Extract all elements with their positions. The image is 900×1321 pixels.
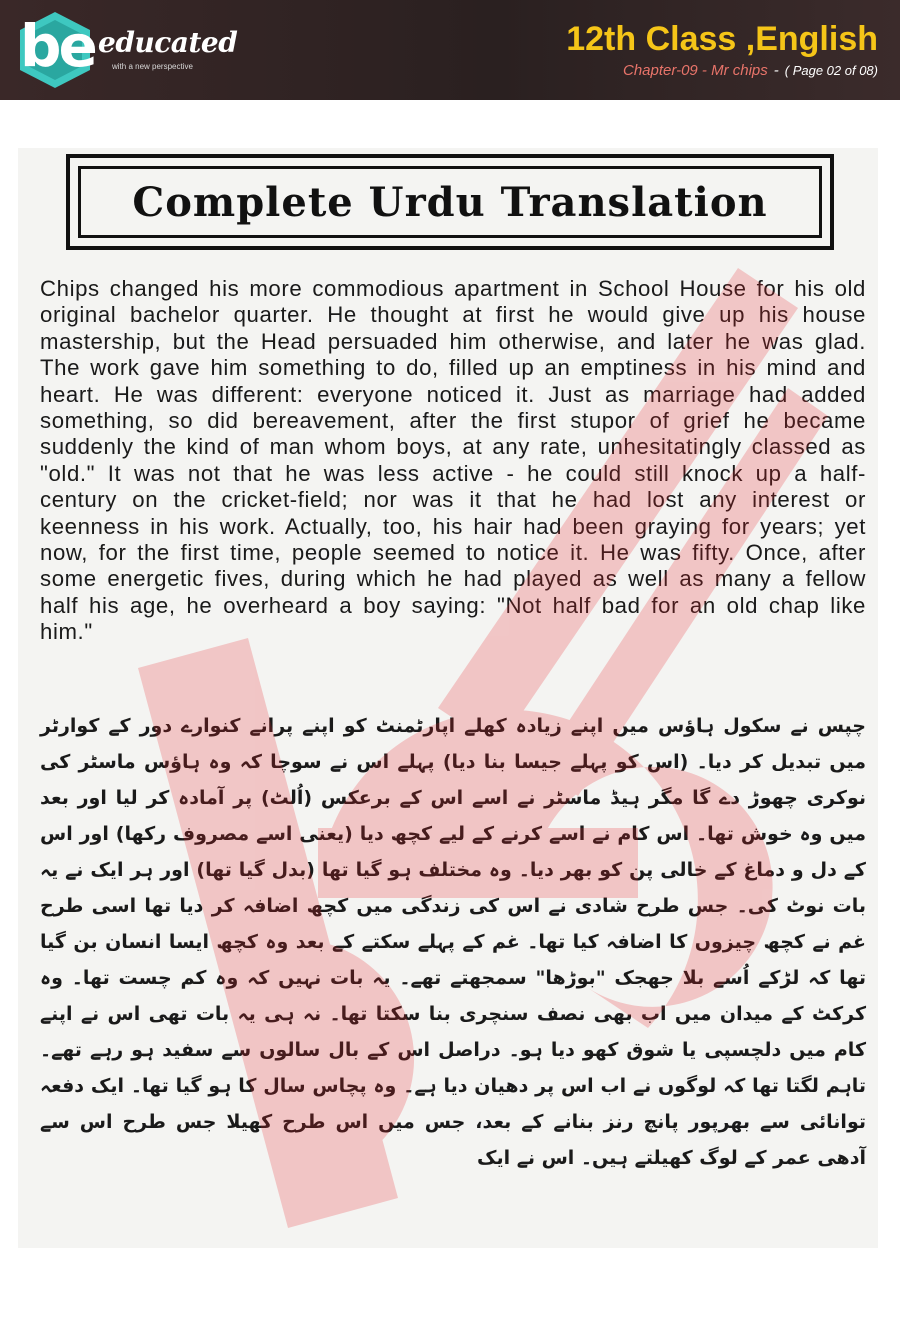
logo-wordmark: educated: [98, 26, 238, 59]
urdu-translation: چپس نے سکول ہاؤس میں اپنے زیادہ کھلے اپارٹمنٹ کو اپنے پرانے کنوارے دور کے کوارٹر میں تبدیل کر دیا۔ (اس کو پہلے جیسا بنا دیا) پہلے اس نے سوچا کہ وہ ہاؤس ماسٹر کی نوکری چھوڑ دے گا مگر ہیڈ ماسٹر نے اسے اس کے برعکس (اُلٹ) پر آمادہ کر لیا اور بعد میں وہ خوش تھا۔ اس کام نے اسے کرنے کے لیے کچھ دیا (یعنی اسے مصروف رکھا) اور اس کے دل و دماغ کے خالی پن کو بھر دیا۔ وہ مختلف ہو گیا تھا (بدل گیا تھا) اور ہر ایک نے یہ بات نوٹ کی۔ جس طرح شادی نے اس کی زندگی میں کچھ اضافہ کر دیا تھا اسی طرح غم نے کچھ چیزوں کا اضافہ کیا تھا۔ غم کے پہلے سکتے کے بعد وہ کچھ ایسا انسان بن گیا تھا کہ لڑکے اُسے بلا جھجک "بوڑھا" سمجھتے تھے۔ یہ بات نہیں کہ وہ کم چست تھا۔ وہ کرکٹ کے میدان میں اب بھی نصف سنچری بنا سکتا تھا۔ نہ ہی یہ بات تھی اس نے اپنے کام میں دلچسپی یا شوق کھو دیا ہو۔ دراصل اس کے بال سالوں سے سفید ہو رہے تھے۔ تاہم لگتا تھا کہ لوگوں نے اب اس پر دھیان دیا ہے۔ وہ پچاس سال کا ہو گیا تھا۔ ایک دفعہ توانائی سے بھرپور پانچ رنز بنانے کے بعد، جس میں اس طرح کھیلا جس طرح اس سے آدھی عمر کے لوگ کھیلتے ہیں۔ اس نے ایک: [40, 715, 866, 1169]
logo-be-text: be: [20, 12, 95, 80]
chapter-label: Chapter-09 - Mr chips: [622, 62, 768, 79]
document-heading: Complete Urdu Translation: [132, 178, 768, 226]
english-paragraph: Chips changed his more commodious apartment in School House for his old original bachelor quarter. He thought at first he would give up his house mastership, but the Head persuaded him otherwise, and later he was glad. The work gave him something to do, filled up an emptiness in his mind and heart. He was different: everyone noticed it. Just as marriage had added something, so did bereavement, after the first stupor of grief he became suddenly the kind of man whom boys, at any rate, unhesitatingly classed as "old." It was not that he was less active - he could still knock up a half-century on the cricket-field; nor was it that he had lost any interest or keenness in his work. Actually, too, his hair had been graying for years; yet now, for the first time, people seemed to notice it. He was fifty. Once, after some energetic fives, during which he had played as well as many a fellow half his age, he overheard a boy saying: "Not half bad for an old chap like him.": [40, 276, 866, 645]
page-indicator: ( Page 02 of 08): [784, 63, 878, 78]
be-educated-logo-icon[interactable]: [12, 8, 238, 94]
logo-tagline: with a new perspective: [112, 62, 193, 71]
heading-frame: [66, 154, 834, 250]
heading-inner-frame: [78, 166, 822, 238]
subtitle-separator: -: [773, 62, 779, 79]
page-title: 12th Class ,English: [566, 20, 878, 58]
header-bar: [0, 0, 900, 100]
chapter-subtitle: [623, 62, 878, 80]
scanned-document: [18, 148, 878, 1248]
